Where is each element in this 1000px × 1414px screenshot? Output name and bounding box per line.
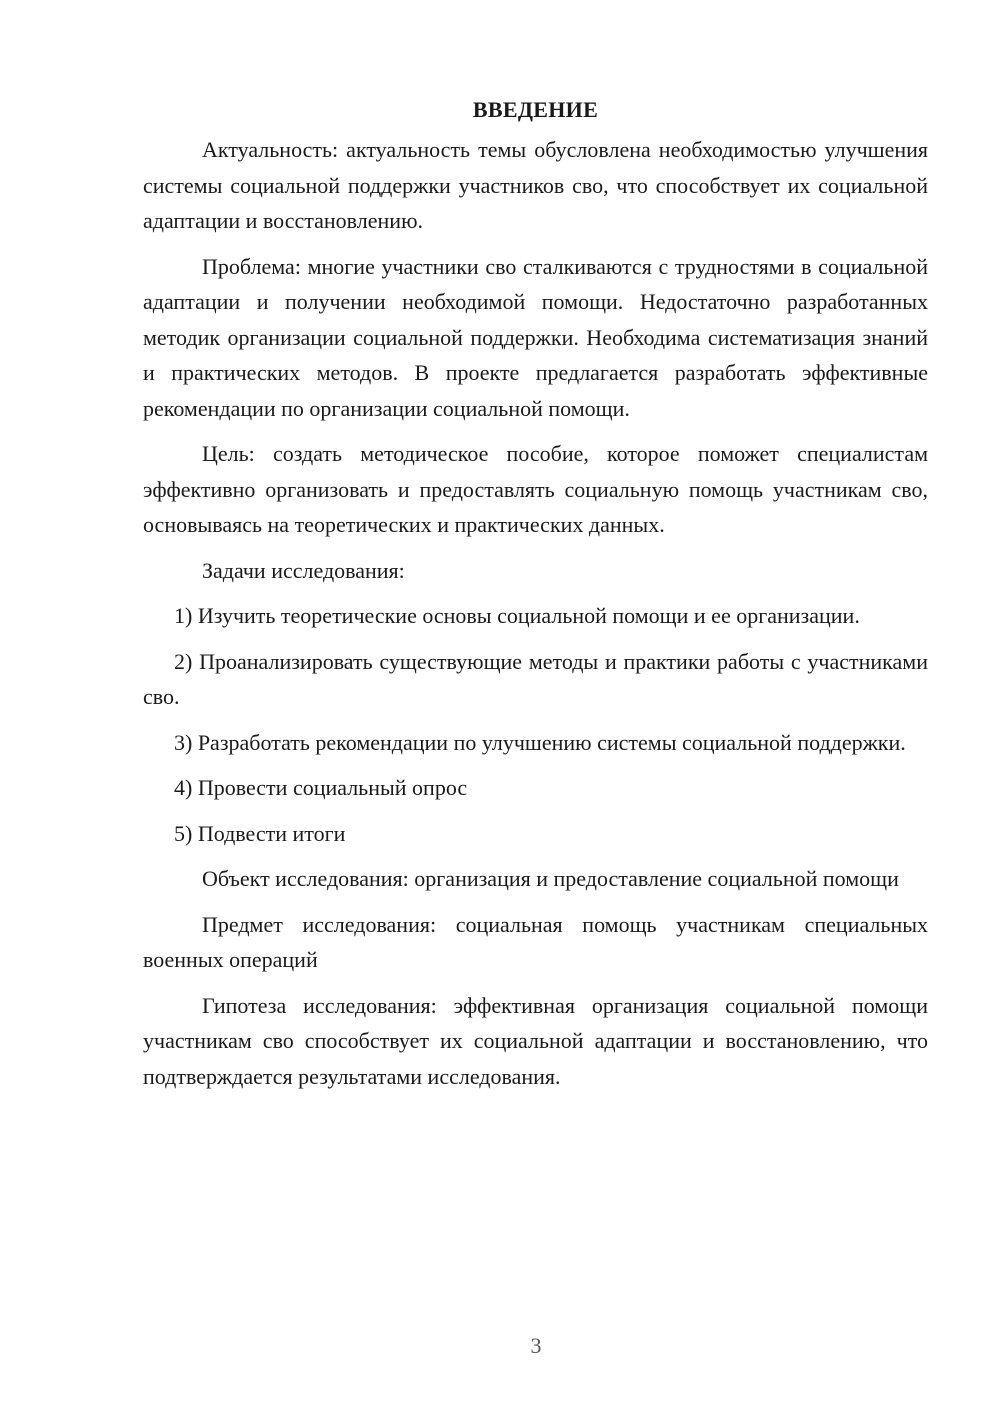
task-item-4: 4) Провести социальный опрос — [174, 775, 468, 800]
task-item-1: 1) Изучить теоретические основы социальной помощи и ее организации. — [174, 603, 860, 628]
page-number: 3 — [530, 1333, 542, 1358]
section-title: ВВЕДЕНИЕ — [472, 97, 599, 122]
goal-paragraph: Цель: создать методическое пособие, которое поможет специалистам эффективно организовать и предоставлять социальную помощь участникам сво, основываясь на теоретических и практических данных. — [143, 441, 928, 537]
task-item-3: 3) Разработать рекомендации по улучшению системы социальной поддержки. — [174, 729, 906, 755]
subject-paragraph: Предмет исследования: социальная помощь участникам специальных военных операций — [143, 911, 928, 972]
hypothesis-paragraph: Гипотеза исследования: эффективная организация социальной помощи участникам сво способствует их социальной адаптации и восстановлению, что подтверждается результатами исследования. — [143, 992, 928, 1089]
tasks-heading: Задачи исследования: — [202, 557, 405, 583]
relevance-paragraph: Актуальность: актуальность темы обусловлена необходимостью улучшения системы социальной поддержки участников сво, что способствует их социальной адаптации и восстановлению. — [143, 137, 928, 233]
task-item-2: 2) Проанализировать существующие методы и практики работы с участниками сво. — [143, 648, 928, 709]
problem-paragraph: Проблема: многие участники сво сталкиваются с трудностями в социальной адаптации и получении необходимой помощи. Недостаточно разработанных методик организации социальной поддержки. Необходима систематизация знаний и практических методов. В проекте предлагается разработать эффективные рекомендации по организации социальной помощи. — [143, 253, 928, 421]
document-page — [143, 92, 928, 1104]
task-item-5: 5) Подвести итоги — [174, 820, 346, 846]
object-paragraph: Объект исследования: организация и предоставление социальной помощи — [202, 866, 899, 891]
